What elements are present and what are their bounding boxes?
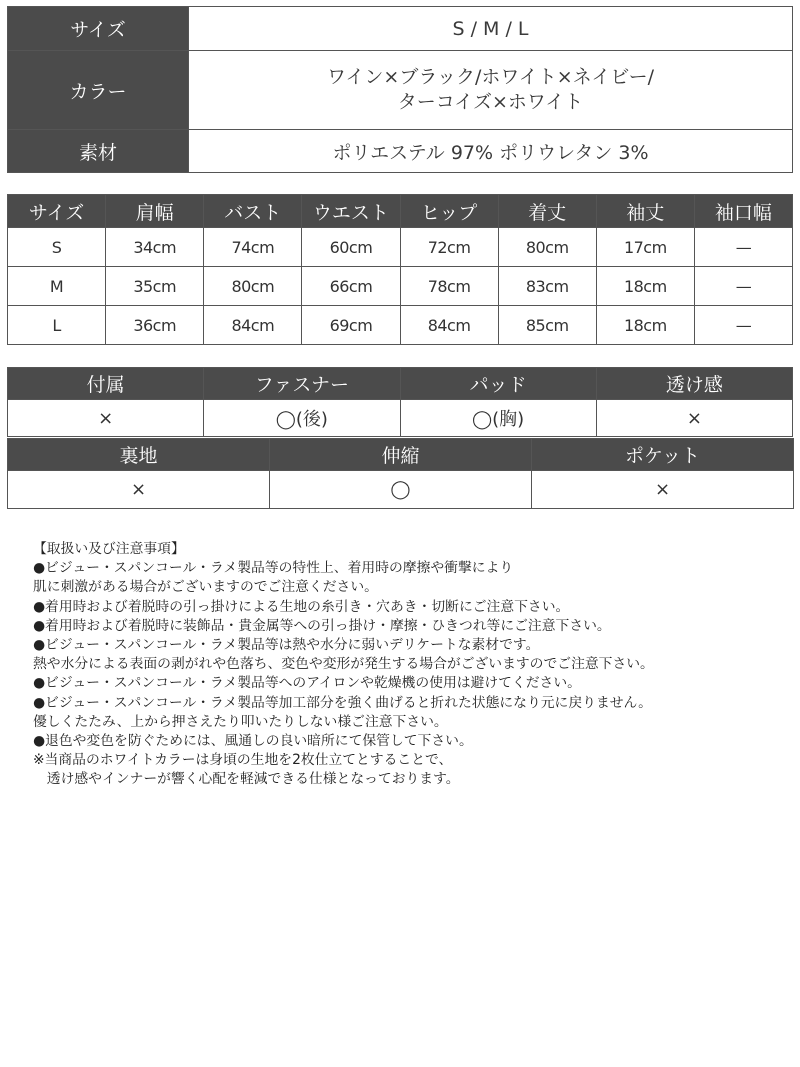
features-header-row <box>8 368 793 400</box>
size-table-header <box>8 195 793 228</box>
size-cell: 74cm <box>204 228 302 267</box>
feature-value-pad: ◯(胸) <box>400 400 596 437</box>
size-header: 袖口幅 <box>694 195 792 228</box>
size-cell: 84cm <box>204 306 302 345</box>
size-header: バスト <box>204 195 302 228</box>
size-cell: 34cm <box>106 228 204 267</box>
size-header: ウエスト <box>302 195 400 228</box>
note-line: ●退色や変色を防ぐためには、風通しの良い暗所にて保管して下さい。 <box>33 733 473 750</box>
size-cell: L <box>8 306 106 345</box>
notes-heading: 【取扱い及び注意事項】 <box>33 541 185 557</box>
note-line: ●ビジュー・スパンコール・ラメ製品等の特性上、着用時の摩擦や衝撃により <box>33 560 514 577</box>
table-row <box>8 306 793 345</box>
size-value: S / M / L <box>189 7 793 51</box>
color-value-line2: ターコイズ×ホワイト <box>397 91 584 113</box>
features-header-row <box>8 439 794 471</box>
size-cell: 18cm <box>596 306 694 345</box>
feature-header-lining: 裏地 <box>8 439 270 471</box>
note-line: ※当商品のホワイトカラーは身頃の生地を2枚仕立てとすることで、 <box>33 752 453 769</box>
size-cell: 18cm <box>596 267 694 306</box>
size-cell: 66cm <box>302 267 400 306</box>
feature-header-pad: パッド <box>400 368 596 400</box>
product-info-table <box>7 6 793 173</box>
note-line: ●ビジュー・スパンコール・ラメ製品等加工部分を強く曲げると折れた状態になり元に戻りません。 <box>33 694 652 711</box>
size-cell: M <box>8 267 106 306</box>
care-notes <box>33 540 793 790</box>
note-line: 優しくたたみ、上から押さえたり叩いたりしない様ご注意下さい。 <box>33 713 448 730</box>
size-cell: 36cm <box>106 306 204 345</box>
size-cell: S <box>8 228 106 267</box>
note-line: ●着用時および着脱時に装飾品・貴金属等への引っ掛け・摩擦・ひきつれ等にご注意下さい。 <box>33 617 611 634</box>
feature-header-accessory: 付属 <box>8 368 204 400</box>
size-cell: 78cm <box>400 267 498 306</box>
size-header: ヒップ <box>400 195 498 228</box>
feature-value-zipper: ◯(後) <box>204 400 400 437</box>
size-cell: 17cm <box>596 228 694 267</box>
info-row-material <box>8 130 793 173</box>
size-label: サイズ <box>8 7 189 51</box>
size-cell: 80cm <box>498 228 596 267</box>
features-value-row <box>8 400 793 437</box>
size-cell: 72cm <box>400 228 498 267</box>
features-table-1 <box>7 367 793 437</box>
feature-value-lining: × <box>8 471 270 509</box>
feature-header-sheerness: 透け感 <box>596 368 792 400</box>
feature-header-zipper: ファスナー <box>204 368 400 400</box>
feature-header-stretch: 伸縮 <box>270 439 532 471</box>
size-header: 着丈 <box>498 195 596 228</box>
size-header: 肩幅 <box>106 195 204 228</box>
note-line: 透け感やインナーが響く心配を軽減できる仕様となっております。 <box>33 771 460 788</box>
size-cell: — <box>694 306 792 345</box>
size-table <box>7 194 793 345</box>
size-cell: 35cm <box>106 267 204 306</box>
color-value-line1: ワイン×ブラック/ホワイト×ネイビー/ <box>327 66 654 88</box>
table-row <box>8 267 793 306</box>
feature-header-pocket: ポケット <box>532 439 794 471</box>
feature-value-pocket: × <box>532 471 794 509</box>
features-value-row <box>8 471 794 509</box>
note-line: ●ビジュー・スパンコール・ラメ製品等は熱や水分に弱いデリケートな素材です。 <box>33 637 540 654</box>
size-cell: 60cm <box>302 228 400 267</box>
feature-value-stretch: ◯ <box>270 471 532 509</box>
size-header: サイズ <box>8 195 106 228</box>
info-row-color <box>8 51 793 130</box>
material-value: ポリエステル 97% ポリウレタン 3% <box>189 130 793 173</box>
note-line: 肌に刺激がある場合がございますのでご注意ください。 <box>33 579 378 596</box>
size-header: 袖丈 <box>596 195 694 228</box>
info-row-size <box>8 7 793 51</box>
size-cell: 85cm <box>498 306 596 345</box>
material-label: 素材 <box>8 130 189 173</box>
color-label: カラー <box>8 51 189 130</box>
size-cell: — <box>694 228 792 267</box>
note-line: ●ビジュー・スパンコール・ラメ製品等へのアイロンや乾燥機の使用は避けてください。 <box>33 675 581 692</box>
size-cell: 84cm <box>400 306 498 345</box>
feature-value-sheerness: × <box>596 400 792 437</box>
size-cell: 69cm <box>302 306 400 345</box>
size-cell: — <box>694 267 792 306</box>
size-cell: 80cm <box>204 267 302 306</box>
color-value <box>189 51 793 130</box>
table-row <box>8 228 793 267</box>
feature-value-accessory: × <box>8 400 204 437</box>
size-cell: 83cm <box>498 267 596 306</box>
features-table-2 <box>7 438 794 509</box>
note-line: 熱や水分による表面の剥がれや色落ち、変色や変形が発生する場合がございますのでご注意下さい。 <box>33 656 654 673</box>
note-line: ●着用時および着脱時の引っ掛けによる生地の糸引き・穴あき・切断にご注意下さい。 <box>33 598 570 615</box>
